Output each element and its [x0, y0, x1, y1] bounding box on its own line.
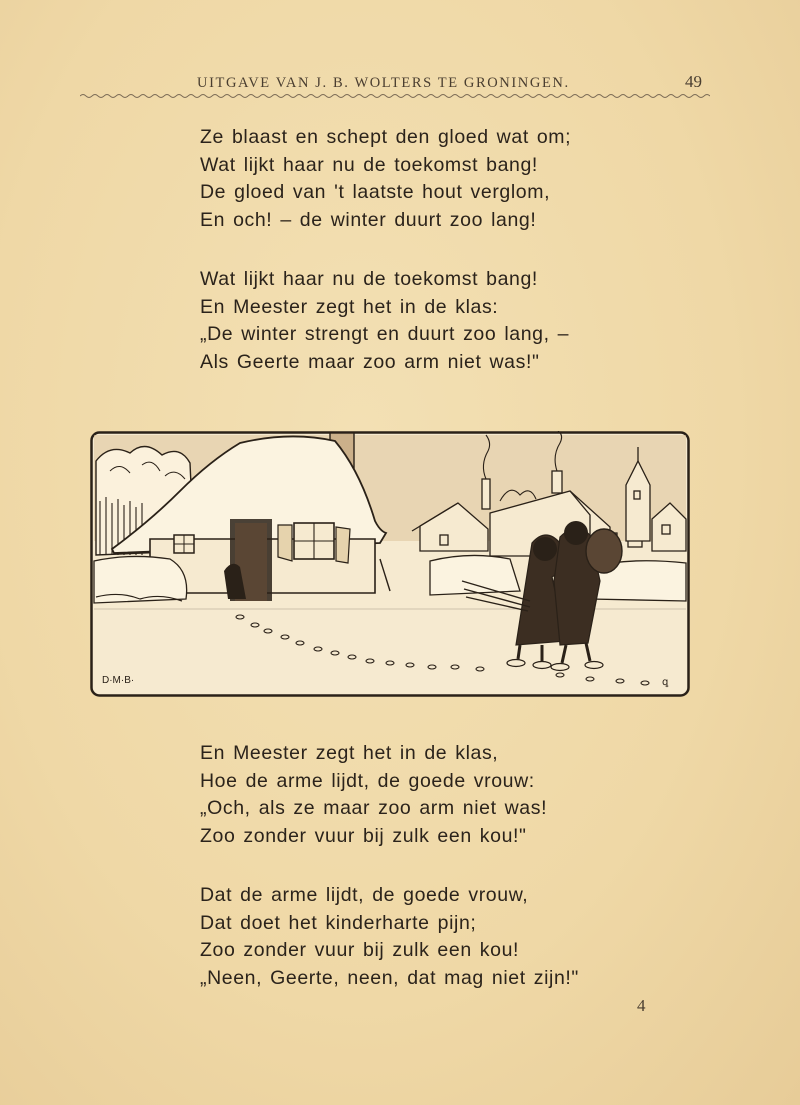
stanza-1	[200, 124, 571, 234]
verse-line: Hoe de arme lijdt, de goede vrouw:	[200, 769, 535, 792]
verse-line: Dat de arme lijdt, de goede vrouw,	[200, 884, 529, 906]
winter-village-illustration	[90, 431, 690, 697]
verse-line: „Neen, Geerte, neen, dat mag niet zijn!"	[200, 966, 579, 989]
running-head: UITGAVE VAN J. B. WOLTERS TE GRONINGEN.	[197, 75, 570, 91]
verse-line: Wat lijkt haar nu de toekomst bang!	[200, 268, 538, 290]
verse-line: Als Geerte maar zoo arm niet was!"	[200, 350, 540, 373]
corner-mark: ꝗ	[662, 677, 669, 688]
wavy-rule	[80, 92, 710, 100]
verse-line: Zoo zonder vuur bij zulk een kou!"	[200, 824, 527, 847]
signature-mark: 4	[637, 996, 646, 1015]
verse-line: Ze blaast en schept den gloed wat om;	[200, 126, 572, 148]
artist-monogram: D·M·B·	[102, 675, 135, 686]
verse-line: En Meester zegt het in de klas,	[200, 742, 499, 764]
verse-line: De gloed van 't laatste hout verglom,	[200, 181, 551, 203]
verse-line: „De winter strengt en duurt zoo lang, –	[200, 323, 570, 345]
stanza-3	[200, 740, 547, 850]
stanza-2	[200, 266, 569, 376]
verse-line: Zoo zonder vuur bij zulk een kou!	[200, 939, 520, 961]
verse-line: En och! – de winter duurt zoo lang!	[200, 208, 537, 231]
verse-line: „Och, als ze maar zoo arm niet was!	[200, 797, 548, 819]
page-number: 49	[685, 72, 702, 91]
page-header	[80, 72, 710, 100]
verse-line: Wat lijkt haar nu de toekomst bang!	[200, 153, 538, 176]
verse-line: En Meester zegt het in de klas:	[200, 295, 499, 318]
verse-line: Dat doet het kinderharte pijn;	[200, 911, 477, 934]
stanza-4	[200, 882, 579, 992]
